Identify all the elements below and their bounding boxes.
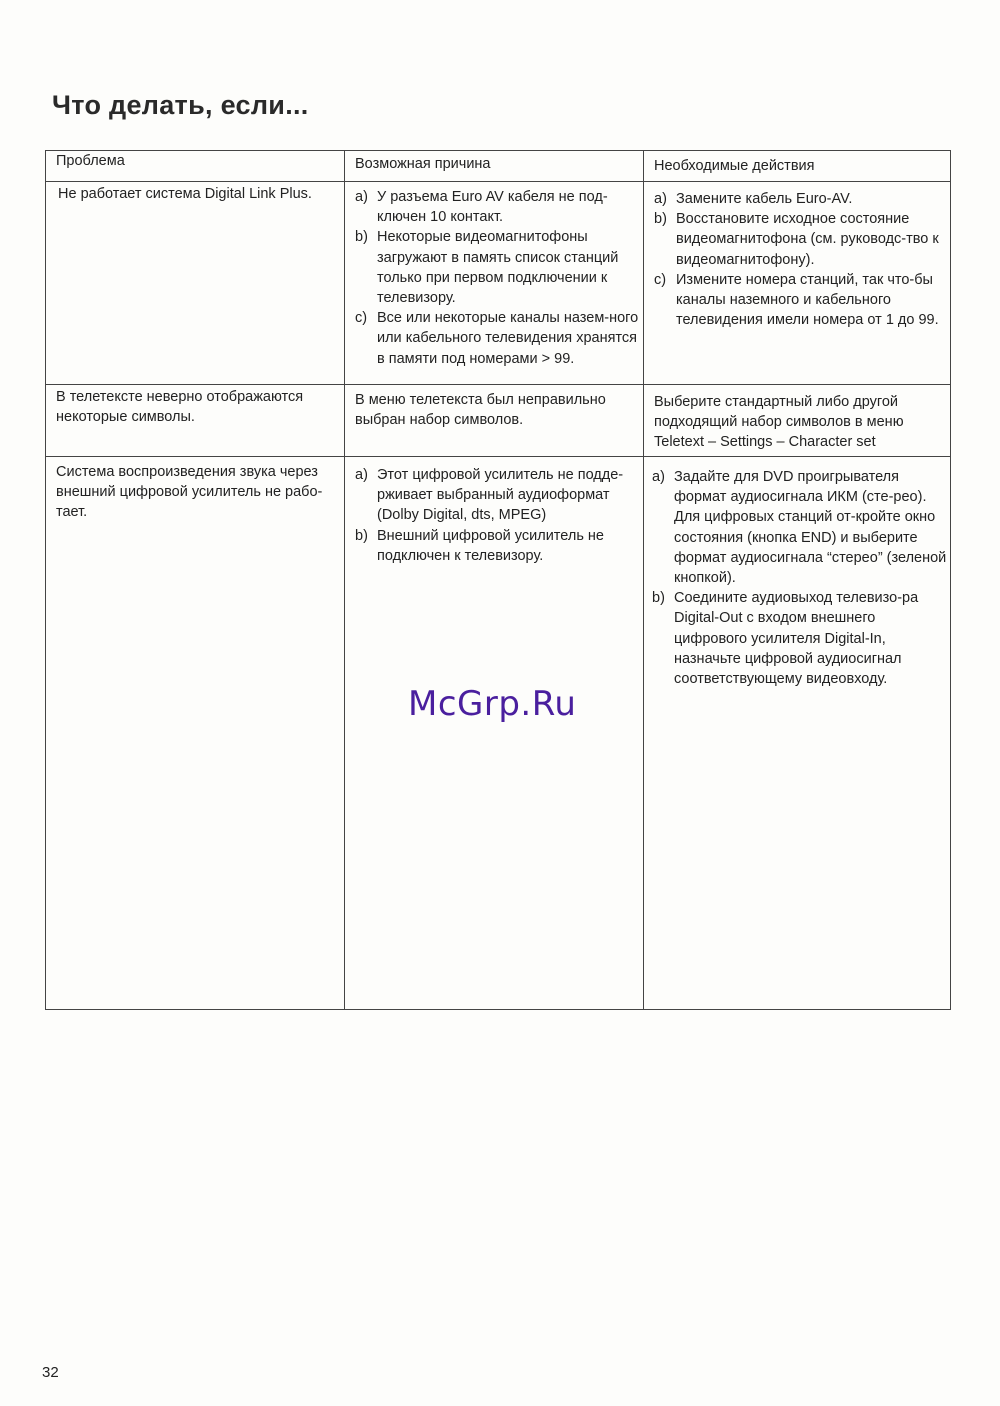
list-item: b) Соедините аудиовыход телевизо-ра Digital-Out с входом внешнего цифрового усилителя Digital-In, назначьте цифровой аудиосигнал соответствующему видеовходу. (652, 590, 919, 688)
list-item: a) Замените кабель Euro-AV. (654, 191, 853, 207)
list-item: c) Все или некоторые каналы назем-ного или кабельного телевидения хранятся в памяти под номерами > 99. (355, 310, 639, 367)
list-item: c) Измените номера станций, так что-бы каналы наземного и кабельного телевидения имели номера от 1 до 99. (654, 271, 939, 329)
list-item: b) Некоторые видеомагнитофоны загружают в память список станций только при первом подключении к телевизору. (355, 229, 619, 307)
troubleshooting-table (45, 150, 951, 1010)
row-divider (46, 384, 950, 385)
row-divider (46, 181, 950, 182)
page-title: Что делать, если... (52, 90, 309, 120)
list-item: b) Восстановите исходное состояние видеомагнитофона (см. руководс-тво к видеомагнитофону). (654, 211, 939, 268)
page-number: 32 (42, 1364, 59, 1381)
header-problem: Проблема (56, 153, 125, 169)
list-item: a) Задайте для DVD проигрывателя формат аудиосигнала ИКМ (сте-рео). Для цифровых станций от-кройте окно состояния (кнопка END) и выберите формат аудиосигнала “стерео” (зеленой кнопкой). (652, 469, 947, 587)
row2-cause: В меню телетекста был неправильно выбран набор символов. (355, 392, 606, 429)
header-action: Необходимые действия (654, 158, 815, 174)
watermark: McGrp.Ru (408, 684, 577, 724)
row1-cause (355, 187, 640, 369)
row-divider (46, 456, 950, 457)
column-divider (643, 151, 644, 1009)
row3-cause (355, 465, 640, 566)
list-item: a) У разъема Euro AV кабеля не под-ключен 10 контакт. (355, 189, 608, 226)
row3-problem: Система воспроизведения звука через внешний цифровой усилитель не рабо-тает. (56, 464, 323, 521)
row1-problem: Не работает система Digital Link Plus. (58, 186, 312, 202)
list-item: a) Этот цифровой усилитель не подде-рживает выбранный аудиоформат (Dolby Digital, dts, MPEG) (355, 467, 624, 524)
row2-problem: В телетексте неверно отображаются некоторые символы. (56, 389, 304, 426)
row2-action: Выберите стандартный либо другой подходящий набор символов в меню Teletext – Settings – Character set (654, 394, 904, 451)
row3-action (652, 467, 948, 689)
list-item: b) Внешний цифровой усилитель не подключен к телевизору. (355, 527, 604, 564)
header-cause: Возможная причина (355, 156, 491, 172)
row1-action (654, 189, 944, 330)
column-divider (344, 151, 345, 1009)
